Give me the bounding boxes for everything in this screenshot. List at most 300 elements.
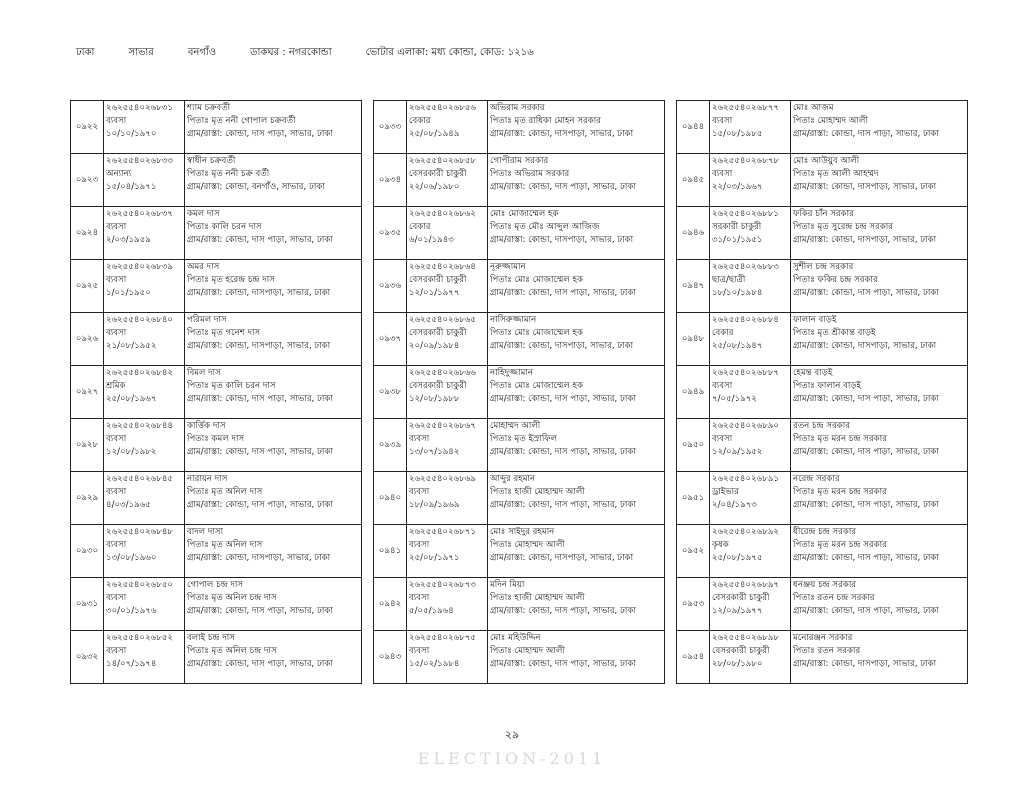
voter-details-cell: [185, 101, 362, 154]
date-of-birth: ২/০৩/১৯৫৯: [106, 235, 151, 245]
voter-id-cell: [710, 419, 791, 472]
voter-details-cell: [488, 207, 665, 260]
voter-details-cell: [185, 525, 362, 578]
father-name: পিতাঃ মৃত ননী গোপাল চক্রবর্তী: [187, 116, 296, 126]
address: গ্রাম/রাস্তা: কোন্ডা, দাস পাড়া, সাভার, ঢাকা: [187, 500, 333, 510]
voter-id: ২৬২৫৫৪০২৬৮৪০: [106, 315, 173, 325]
occupation: ব্যবসা: [409, 487, 430, 497]
serial-number: ০৯৩০: [71, 525, 104, 578]
serial-number: ০৯৩৪: [374, 154, 407, 207]
voter-id-cell: [407, 419, 488, 472]
voter-details-cell: [488, 154, 665, 207]
serial-number: ০৯৪৮: [677, 313, 710, 366]
voter-id-cell: [104, 472, 185, 525]
address: গ্রাম/রাস্তা: কোন্ডা, দাস পাড়া, সাভার, ঢাকা: [187, 394, 333, 404]
voter-id-cell: [407, 631, 488, 684]
address: গ্রাম/রাস্তা: কোন্ডা, দাসপাড়া, সাভার, ঢাকা: [793, 182, 937, 192]
voter-details-cell: [488, 578, 665, 631]
address: গ্রাম/রাস্তা: কোন্ডা, দাসপাড়া, সাভার, ঢাকা: [490, 553, 634, 563]
address: গ্রাম/রাস্তা: কোন্ডা, দাসপাড়া, সাভার, ঢাকা: [187, 553, 331, 563]
voter-id-cell: [710, 578, 791, 631]
voter-id-cell: [710, 525, 791, 578]
voter-id: ২৬২৫৫৪০২৬৮৭৮: [712, 156, 779, 166]
occupation: বেসরকারী চাকুরী: [409, 275, 467, 285]
voter-id: ২৬২৫৫৪০২৬৮৩১: [106, 103, 173, 113]
voter-name: নরেন্দ্র সরকার: [793, 474, 840, 484]
voter-id-cell: [710, 101, 791, 154]
serial-number: ০৯৩৮: [374, 366, 407, 419]
voter-details-cell: [791, 313, 968, 366]
address: গ্রাম/রাস্তা: কোন্ডা, দাসপাড়া, সাভার, ঢাকা: [793, 659, 937, 669]
date-of-birth: ১৮/০৯/১৯৬৯: [409, 500, 460, 510]
date-of-birth: ১৫/০২/১৯৮৪: [409, 659, 460, 669]
date-of-birth: ২২/০৬/১৯৮০: [409, 182, 460, 192]
date-of-birth: ৩০/০১/১৯৭৬: [106, 606, 157, 616]
serial-number: ০৯৫৪: [677, 631, 710, 684]
voter-name: ফকির চাঁন সরকার: [793, 209, 854, 219]
voter-row: [71, 313, 362, 366]
serial-number: ০৯৩৯: [374, 419, 407, 472]
serial-number: ০৯৪৭: [677, 260, 710, 313]
voter-details-cell: [185, 578, 362, 631]
voter-details-cell: [488, 525, 665, 578]
serial-number: ০৯৩৫: [374, 207, 407, 260]
page-header: [76, 46, 984, 60]
address: গ্রাম/রাস্তা: কোন্ডা, দাস পাড়া, সাভার, ঢাকা: [490, 394, 636, 404]
voter-id-cell: [104, 525, 185, 578]
voter-id-cell: [710, 260, 791, 313]
voter-id: ২৬২৫৫৪০২৬৮৯০: [712, 421, 779, 431]
occupation: ব্যবসা: [712, 434, 733, 444]
date-of-birth: ৭/০৫/১৯৭২: [712, 394, 757, 404]
voter-name: বিমল দাস: [187, 368, 221, 378]
voter-row: [677, 101, 968, 154]
voter-row: [677, 260, 968, 313]
watermark: ELECTION-2011: [417, 749, 607, 768]
date-of-birth: ১৫/০৮/১৯৮৫: [712, 129, 763, 139]
voter-row: [71, 419, 362, 472]
district: ঢাকা: [76, 47, 95, 58]
voter-id: ২৬২৫৫৪০২৬৮৭৫: [409, 633, 476, 643]
occupation: ব্যবসা: [106, 328, 127, 338]
voter-id-cell: [104, 366, 185, 419]
address: গ্রাম/রাস্তা: কোন্ডা, দাসপাড়া, সাভার, ঢাকা: [490, 129, 634, 139]
voter-row: [677, 207, 968, 260]
voter-id: ২৬২৫৫৪০২৬৮৬৪: [409, 262, 476, 272]
date-of-birth: ১০/১০/১৯৭০: [106, 129, 157, 139]
voter-name: নাহিদুজ্জামান: [490, 368, 534, 378]
address: গ্রাম/রাস্তা: কোন্ডা, দাস পাড়া, সাভার, ঢাকা: [793, 394, 939, 404]
voter-id: ২৬২৫৫৪০২৬৮৬৯: [409, 474, 476, 484]
voter-name: ধনঞ্জয় চন্দ্র সরকার: [793, 580, 857, 590]
serial-number: ০৯৪১: [374, 525, 407, 578]
voter-id-cell: [710, 472, 791, 525]
page-number: ২৯: [504, 728, 520, 741]
address: গ্রাম/রাস্তা: কোন্ডা, দাস পাড়া, সাভার, ঢাকা: [793, 553, 939, 563]
voter-details-cell: [791, 154, 968, 207]
father-name: পিতাঃ মৃত মরন চন্দ্র সরকার: [793, 434, 887, 444]
voter-name: মনোরঞ্জন সরকার: [793, 633, 853, 643]
voter-row: [374, 260, 665, 313]
address: গ্রাম/রাস্তা: কোন্ডা, দাস পাড়া, সাভার, ঢাকা: [793, 606, 939, 616]
voter-row: [71, 366, 362, 419]
serial-number: ০৯৩৩: [374, 101, 407, 154]
occupation: ব্যবসা: [409, 540, 430, 550]
voter-details-cell: [791, 631, 968, 684]
voter-details-cell: [791, 525, 968, 578]
address: গ্রাম/রাস্তা: কোন্ডা, দাস পাড়া, সাভার, ঢাকা: [490, 182, 636, 192]
voter-id: ২৬২৫৫৪০২৬৮৫০: [106, 580, 173, 590]
occupation: ব্যবসা: [106, 487, 127, 497]
voter-details-cell: [488, 366, 665, 419]
date-of-birth: ৩১/০১/১৯৫১: [712, 235, 763, 245]
voter-id: ২৬২৫৫৪০২৬৮৬৫: [409, 315, 476, 325]
voter-id-cell: [104, 419, 185, 472]
father-name: পিতাঃ মৃত কালি চরন দাস: [187, 381, 276, 391]
address: গ্রাম/রাস্তা: কোন্ডা, দাস পাড়া, সাভার, ঢাকা: [793, 129, 939, 139]
voter-id: ২৬২৫৫৪০২৬৮৫৮: [409, 156, 476, 166]
address: গ্রাম/রাস্তা: কোন্ডা, দাসপাড়া, সাভার, ঢাকা: [793, 235, 937, 245]
occupation: বেসরকারী চাকুরী: [712, 646, 770, 656]
voter-details-cell: [791, 419, 968, 472]
occupation: সরকারী চাকুরী: [712, 222, 762, 232]
serial-number: ০৯২২: [71, 101, 104, 154]
voter-table-1: [70, 100, 362, 684]
serial-number: ০৯৪৪: [677, 101, 710, 154]
date-of-birth: ১২/০৮/১৯৮২: [106, 447, 157, 457]
father-name: পিতাঃ রতন চন্দ্র সরকার: [793, 593, 875, 603]
date-of-birth: ২৫/০৮/১৯৬৭: [106, 394, 157, 404]
date-of-birth: ৫/০৫/১৯৬৪: [409, 606, 454, 616]
voter-id-cell: [104, 313, 185, 366]
voter-details-cell: [791, 101, 968, 154]
father-name: পিতাঃ মোহাম্মদ আলী: [490, 540, 565, 550]
voter-id-cell: [710, 154, 791, 207]
address: গ্রাম/রাস্তা: কোন্ডা, দাস পাড়া, সাভার, ঢাকা: [490, 447, 636, 457]
occupation: বেকার: [409, 116, 431, 126]
voter-id: ২৬২৫৫৪০২৬৮৯৭: [712, 580, 779, 590]
voter-details-cell: [185, 207, 362, 260]
voter-id: ২৬২৫৫৪০২৬৮৮৭: [712, 368, 779, 378]
voter-name: ফালান বাড়ই: [793, 315, 837, 325]
union: বনগাঁও: [187, 47, 217, 58]
occupation: ব্যবসা: [106, 275, 127, 285]
serial-number: ০৯২৪: [71, 207, 104, 260]
voter-details-cell: [791, 472, 968, 525]
voter-id-cell: [710, 313, 791, 366]
address: গ্রাম/রাস্তা: কোন্ডা, দাস পাড়া, সাভার, ঢাকা: [490, 659, 636, 669]
father-name: পিতাঃ মৃত সুরেন্দ্র চন্দ্র সরকার: [793, 222, 893, 232]
father-name: পিতাঃ মৃত আলী আহম্মদ: [793, 169, 879, 179]
voter-name: গোপাল চন্দ্র দাস: [187, 580, 244, 590]
voter-id: ২৬২৫৫৪০২৬৮৮৩: [712, 262, 779, 272]
date-of-birth: ১২/০৯/১৯৫২: [712, 447, 763, 457]
serial-number: ০৯৩৭: [374, 313, 407, 366]
serial-number: ০৯৩২: [71, 631, 104, 684]
father-name: পিতাঃ হাজী মোহাম্মদ আলী: [490, 593, 585, 603]
voter-id-cell: [104, 631, 185, 684]
address: গ্রাম/রাস্তা: কোন্ডা, বনগাঁও, সাভার, ঢাকা: [187, 182, 325, 192]
voter-name: মোঃ মোজাম্মেল হক: [490, 209, 559, 219]
father-name: পিতাঃ মৃত গনেশ দাস: [187, 328, 261, 338]
occupation: ব্যবসা: [712, 116, 733, 126]
father-name: পিতাঃ কালি চরন দাস: [187, 222, 262, 232]
voter-name: রতন চন্দ্র সরকার: [793, 421, 850, 431]
occupation: ব্যবসা: [106, 434, 127, 444]
date-of-birth: ২০/০৯/১৯৮৪: [409, 341, 460, 351]
address: গ্রাম/রাস্তা: কোন্ডা, দাস পাড়া, সাভার, ঢাকা: [793, 288, 939, 298]
voter-details-cell: [488, 472, 665, 525]
serial-number: ০৯৪৩: [374, 631, 407, 684]
date-of-birth: ২২/০৩/১৯৬৭: [712, 182, 763, 192]
voter-details-cell: [488, 631, 665, 684]
voter-details-cell: [185, 366, 362, 419]
father-name: পিতাঃ মৃত ইস্রাফিল: [490, 434, 557, 444]
voter-id: ২৬২৫৫৪০২৬৮৭৭: [712, 103, 780, 113]
voter-name: অভিরাম সরকার: [490, 103, 545, 113]
serial-number: ০৯৪৫: [677, 154, 710, 207]
voter-row: [71, 631, 362, 684]
serial-number: ০৯৪৯: [677, 366, 710, 419]
address: গ্রাম/রাস্তা: কোন্ডা, দাসপাড়া, সাভার, ঢাকা: [187, 288, 331, 298]
voter-id: ২৬২৫৫৪০২৬৮৪৫: [106, 474, 173, 484]
voter-row: [677, 419, 968, 472]
address: গ্রাম/রাস্তা: কোন্ডা, দাস পাড়া, সাভার, ঢাকা: [490, 606, 636, 616]
voter-name: মোঃ আজম: [793, 103, 834, 113]
voter-name: শ্যাম চক্রবর্তী: [187, 103, 231, 113]
voter-row: [374, 578, 665, 631]
serial-number: ০৯৫১: [677, 472, 710, 525]
father-name: পিতাঃ মোহাম্মদ আলী: [793, 116, 868, 126]
voter-row: [677, 578, 968, 631]
voter-row: [71, 472, 362, 525]
serial-number: ০৯৪৬: [677, 207, 710, 260]
date-of-birth: ২৫/০৮/১৯৭১: [409, 553, 460, 563]
voter-name: মোহাম্মদ আলী: [490, 421, 541, 431]
voter-details-cell: [791, 207, 968, 260]
address: গ্রাম/রাস্তা: কোন্ডা, দাসপাড়া, সাভার, ঢাকা: [490, 235, 634, 245]
serial-number: ০৯২৭: [71, 366, 104, 419]
occupation: বেসরকারী চাকুরী: [409, 169, 467, 179]
address: গ্রাম/রাস্তা: কোন্ডা, দাস পাড়া, সাভার, ঢাকা: [793, 500, 939, 510]
serial-number: ০৯৪২: [374, 578, 407, 631]
voter-id: ২৬২৫৫৪০২৬৮৯৮: [712, 633, 779, 643]
voter-name: নারায়ন দাস: [187, 474, 228, 484]
voter-id-cell: [407, 101, 488, 154]
serial-number: ০৯২৩: [71, 154, 104, 207]
date-of-birth: ২৮/০৮/১৯৮০: [712, 659, 763, 669]
date-of-birth: ১২/০৯/১৯৭৭: [712, 606, 763, 616]
voter-id: ২৬২৫৫৪০২৬৮৯২: [712, 527, 779, 537]
father-name: পিতাঃ মোঃ মোজাম্মেল হক: [490, 275, 584, 285]
voter-id-cell: [710, 366, 791, 419]
date-of-birth: ২৫/০৮/১৯৪৯: [409, 129, 460, 139]
address: গ্রাম/রাস্তা: কোন্ডা, দাস পাড়া, সাভার, ঢাকা: [187, 235, 333, 245]
father-name: পিতাঃ হাজী মোহাম্মদ আলী: [490, 487, 585, 497]
voter-details-cell: [185, 260, 362, 313]
voter-name: নাসিরুজ্জামান: [490, 315, 537, 325]
voter-id: ২৬২৫৫৪০২৬৮৫২: [106, 633, 173, 643]
voter-id-cell: [407, 154, 488, 207]
voter-id: ২৬২৫৫৪০২৬৮৩৯: [106, 262, 173, 272]
voter-name: বলাই চন্দ্র দাস: [187, 633, 235, 643]
serial-number: ০৯৫০: [677, 419, 710, 472]
voter-id-cell: [710, 631, 791, 684]
date-of-birth: ১৩/০৭/১৯৪২: [409, 447, 460, 457]
voter-details-cell: [185, 419, 362, 472]
father-name: পিতাঃ মৃত মরন চন্দ্র সরকার: [793, 487, 887, 497]
date-of-birth: ২১/০৮/১৯৫২: [106, 341, 157, 351]
father-name: পিতাঃ মৃত অনিল দাস: [187, 487, 263, 497]
voter-id-cell: [407, 260, 488, 313]
voter-id-cell: [104, 578, 185, 631]
serial-number: ০৯৫৩: [677, 578, 710, 631]
occupation: ব্যবসা: [712, 169, 733, 179]
voter-details-cell: [791, 366, 968, 419]
voter-id: ২৬২৫৫৪০২৬৮৩৩: [106, 156, 174, 166]
occupation: ড্রাইভার: [712, 487, 739, 497]
voter-row: [71, 154, 362, 207]
father-name: পিতাঃ কমল দাস: [187, 434, 245, 444]
voter-id-cell: [407, 525, 488, 578]
address: গ্রাম/রাস্তা: কোন্ডা, দাস পাড়া, সাভার, ঢাকা: [793, 447, 939, 457]
father-name: পিতাঃ মৃত শ্রীকান্ত বাড়ই: [793, 328, 876, 338]
serial-number: ০৯২৯: [71, 472, 104, 525]
voter-id-cell: [710, 207, 791, 260]
occupation: বেকার: [712, 328, 734, 338]
occupation: অন্যান্য: [106, 169, 132, 179]
voter-row: [71, 101, 362, 154]
voter-name: পরিমল দাস: [187, 315, 227, 325]
voter-id-cell: [104, 154, 185, 207]
voter-id-cell: [104, 260, 185, 313]
voter-row: [677, 313, 968, 366]
voter-id: ২৬২৫৫৪০২৬৮৪২: [106, 368, 173, 378]
voter-name: গোপীরাম সরকার: [490, 156, 549, 166]
voter-details-cell: [488, 101, 665, 154]
voter-row: [374, 419, 665, 472]
voter-details-cell: [185, 472, 362, 525]
occupation: ব্যবসা: [712, 381, 733, 391]
address: গ্রাম/রাস্তা: কোন্ডা, দাস পাড়া, সাভার, ঢাকা: [187, 659, 333, 669]
address: গ্রাম/রাস্তা: কোন্ডা, দাস পাড়া, সাভার, ঢাকা: [187, 606, 333, 616]
occupation: ব্যবসা: [409, 434, 430, 444]
address: গ্রাম/রাস্তা: কোন্ডা, দাসপাড়া, সাভার, ঢাকা: [187, 341, 331, 351]
occupation: বেকার: [409, 222, 431, 232]
voter-id: ২৬২৫৫৪০২৬৮৬৭: [409, 421, 477, 431]
voter-row: [677, 472, 968, 525]
voter-id: ২৬২৫৫৪০২৬৮৮১: [712, 209, 779, 219]
voter-id-cell: [407, 472, 488, 525]
voter-id-cell: [407, 313, 488, 366]
occupation: ব্যবসা: [409, 593, 430, 603]
occupation: ছাত্র/ছাত্রী: [712, 275, 746, 285]
voter-row: [677, 631, 968, 684]
voter-details-cell: [488, 313, 665, 366]
father-name: পিতাঃ মৃত অনিল চন্দ্র দাস: [187, 646, 277, 656]
father-name: পিতাঃ মৃত অনিল দাস: [187, 540, 263, 550]
date-of-birth: ২৫/০৮/১৯৪৭: [712, 341, 763, 351]
page-footer: [0, 728, 1024, 768]
voter-name: ধীরেন্দ্র চন্দ্র সরকার: [793, 527, 857, 537]
voter-name: আব্দুর রহমান: [490, 474, 536, 484]
serial-number: ০৯২৬: [71, 313, 104, 366]
date-of-birth: ১৫/০৪/১৯৭১: [106, 182, 157, 192]
father-name: পিতাঃ মোঃ মোজাম্মেল হক: [490, 381, 584, 391]
voter-name: সুশীল চন্দ্র সরকার: [793, 262, 854, 272]
occupation: ব্যবসা: [106, 222, 127, 232]
voter-name: কার্ত্তিক দাস: [187, 421, 226, 431]
voter-name: মোঃ মহিউদ্দিন: [490, 633, 541, 643]
date-of-birth: ১৩/০৮/১৯৬০: [106, 553, 157, 563]
serial-number: ০৯৪০: [374, 472, 407, 525]
voter-id-cell: [407, 366, 488, 419]
voter-name: মোঃ সাইদুর রহমান: [490, 527, 555, 537]
father-name: পিতাঃ ফকির চন্দ্র সরকার: [793, 275, 878, 285]
voter-id: ২৬২৫৫৪০২৬৮৩৭: [106, 209, 174, 219]
voter-name: কমল দাস: [187, 209, 220, 219]
father-name: পিতাঃ মৃত রাধিকা মোহন সরকার: [490, 116, 601, 126]
voter-name: হেমন্ত বাড়ই: [793, 368, 833, 378]
voter-details-cell: [185, 313, 362, 366]
voter-row: [374, 631, 665, 684]
father-name: পিতাঃ মোঃ মোজাম্মেল হক: [490, 328, 584, 338]
voter-name: অমর দাস: [187, 262, 220, 272]
voter-name: নূরুজ্জামান: [490, 262, 526, 272]
voter-row: [374, 313, 665, 366]
voter-details-cell: [488, 260, 665, 313]
voter-row: [374, 366, 665, 419]
address: গ্রাম/রাস্তা: কোন্ডা, দাসপাড়া, সাভার, ঢাকা: [793, 341, 937, 351]
voter-id: ২৬২৫৫৪০২৬৮৫৬: [409, 103, 476, 113]
voter-id: ২৬২৫৫৪০২৬৮৬৬: [409, 368, 477, 378]
address: গ্রাম/রাস্তা: কোন্ডা, দাস পাড়া, সাভার, ঢাকা: [490, 288, 636, 298]
occupation: বেসরকারী চাকুরী: [712, 593, 770, 603]
father-name: পিতাঃ মৃত মরন চন্দ্র সরকার: [793, 540, 887, 550]
serial-number: ০৯৫২: [677, 525, 710, 578]
voter-table-2: [373, 100, 665, 684]
address: গ্রাম/রাস্তা: কোন্ডা, দাস পাড়া, সাভার, ঢাকা: [490, 500, 636, 510]
address: গ্রাম/রাস্তা: কোন্ডা, দাস পাড়া, সাভার, ঢাকা: [187, 129, 333, 139]
voter-id: ২৬২৫৫৪০২৬৮৬২: [409, 209, 477, 219]
father-name: পিতাঃ মৃত মৌঃ আব্দুল আজিজ: [490, 222, 600, 232]
voter-name: মোঃ আউয়ুব আলী: [793, 156, 860, 166]
voter-table-3: [676, 100, 968, 684]
occupation: ব্যবসা: [409, 646, 430, 656]
occupation: কৃষক: [712, 540, 729, 550]
father-name: পিতাঃ অভিরাম সরকার: [490, 169, 570, 179]
occupation: শ্রমিক: [106, 381, 126, 391]
father-name: পিতাঃ মোহাম্মদ আলী: [490, 646, 565, 656]
serial-number: ০৯২৫: [71, 260, 104, 313]
voter-row: [71, 525, 362, 578]
voter-row: [71, 260, 362, 313]
voter-area: ভোটার এলাকা: মধ্য কোন্ডা, কোড: ১২১৬: [365, 47, 534, 58]
voter-details-cell: [185, 154, 362, 207]
occupation: বেসরকারী চাকুরী: [409, 381, 467, 391]
voter-id: ২৬২৫৫৪০২৬৮৯১: [712, 474, 779, 484]
date-of-birth: ১৮/১০/১৯৮৪: [712, 288, 763, 298]
voter-details-cell: [488, 419, 665, 472]
date-of-birth: ১৪/০৭/১৯৭৪: [106, 659, 157, 669]
voter-row: [71, 207, 362, 260]
voter-name: স্বাধীন চক্রবর্তী: [187, 156, 236, 166]
voter-row: [677, 366, 968, 419]
serial-number: ০৯২৮: [71, 419, 104, 472]
voter-row: [677, 525, 968, 578]
voter-row: [677, 154, 968, 207]
voter-id: ২৬২৫৫৪০২৬৮৮৪: [712, 315, 779, 325]
